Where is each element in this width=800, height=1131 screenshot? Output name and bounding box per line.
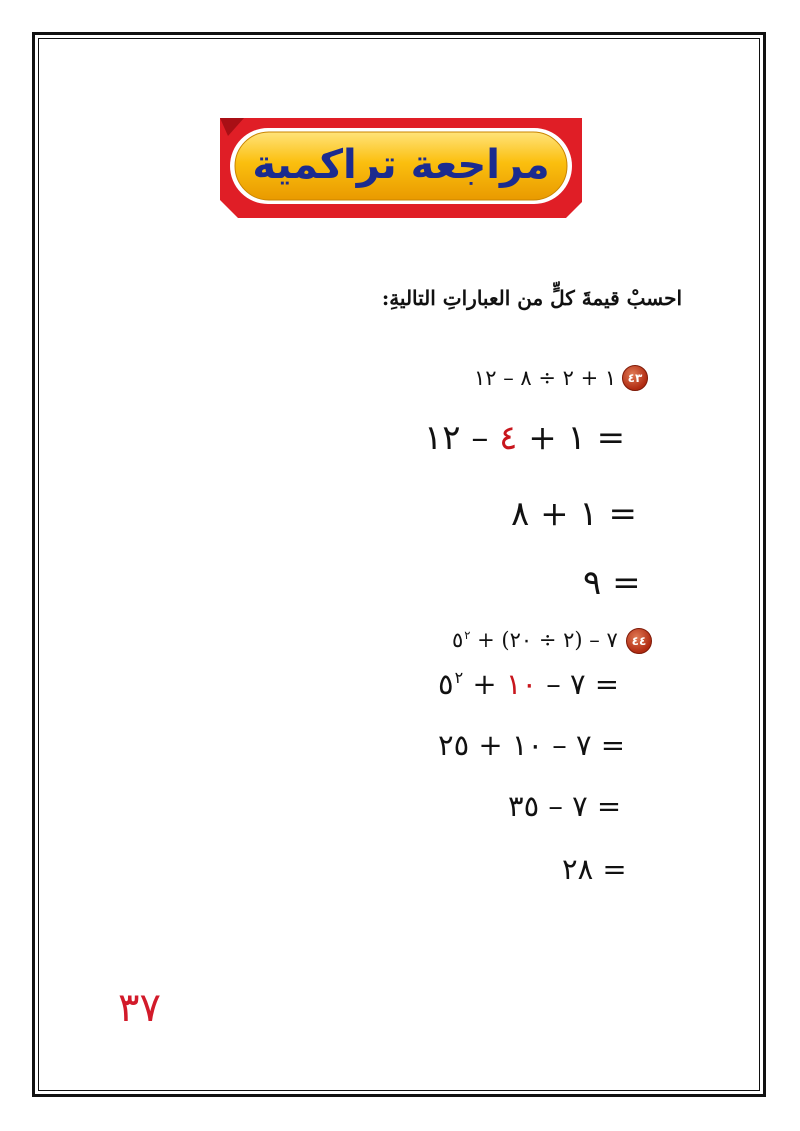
solution-step: ٧ – ١٠ + $٥^٢$ = <box>438 667 620 701</box>
highlighted-value: ٤ <box>499 418 518 458</box>
instruction-text: احسبْ قيمةَ كلٍّ من العباراتِ التاليةِ: <box>381 286 682 310</box>
problem-number-badge: ٤٣ <box>622 365 648 391</box>
problem-number-badge: ٤٤ <box>626 628 652 654</box>
solution-step: ٢٨ = <box>562 852 627 886</box>
section-banner <box>214 116 588 218</box>
problem-expression: ١ + ٢ ÷ ٨ – ١٢ <box>474 366 617 390</box>
page-number: ٣٧ <box>118 985 161 1031</box>
problem-expression: ٧ – (٢ ÷ ٢٠) + $٥^٢$ <box>452 628 618 653</box>
solution-step: ٩ = <box>583 563 641 603</box>
solution-step: ١ + ٨ = <box>511 494 637 534</box>
section-title: مراجعة تراكمية <box>252 142 550 188</box>
highlighted-value: ١٠ <box>505 667 538 701</box>
solution-step: ٧ – ٣٥ = <box>508 789 622 823</box>
solution-step: ٧ – ١٠ + ٢٥ = <box>438 728 626 762</box>
solution-step: ١ + ٤ – ١٢ = <box>424 418 626 458</box>
